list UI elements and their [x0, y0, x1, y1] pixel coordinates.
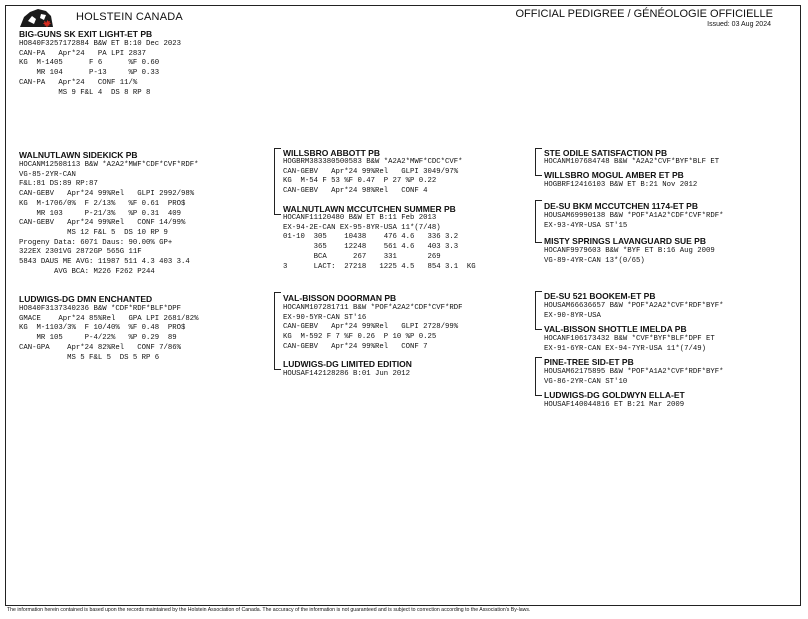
- sire-sire-details: HOGBRM383380500583 B&W *A2A2*MWF*CDC*CVF* CAN-GEBV Apr*24 99%Rel GLPI 3049/97% KG M-54 F 53 %F 0.47 P 27 %P 0.22 CAN-GEBV Apr*24 98%Rel CONF 4: [283, 158, 463, 196]
- sss-details: HOCANM107684748 B&W *A2A2*CVF*BYF*BLF ET: [544, 158, 720, 166]
- sire-dam-details: HOCANF11120480 B&W ET B:11 Feb 2013 EX-94-2E-CAN EX-95-8YR-USA 11*(7/48) 01-10 305 10438 476 4.6 336 3.2 365 12248 561 4.6 403 3.3 BCA 267 331 269 3 LACT: 27218 1225 4.5 854 3.1 KG: [283, 214, 476, 271]
- sdd-details: HOCANF9979603 B&W *BYF ET B:16 Aug 2009 VG-89-4YR-CAN 13*(0/65): [544, 247, 715, 265]
- sss-name: STE ODILE SATISFACTION PB: [544, 148, 668, 158]
- footer-disclaimer: The information herein contained is based upon the records maintained by the Holstein Association of Canada. The accuracy of the information is not guaranteed and is subject to correction according to the Association's By-laws.: [7, 607, 531, 613]
- dss-details: HOUSAM66636657 B&W *POF*A2A2*CVF*RDF*BYF* EX-90-8YR-USA: [544, 302, 724, 320]
- dam-dam-details: HOUSAF142128286 B:01 Jun 2012: [283, 370, 410, 378]
- dam-details: HO840F3137340236 B&W *CDF*RDF*BLF*DPF GMACE Apr*24 85%Rel GPA LPI 2681/82% KG M-1103/3% F 10/40% %F 0.48 PRO$ MR 105 P-4/22% %P 0.29 89 CAN-GPA Apr*24 82%Rel CONF 7/86% MS 5 F&L 5 DS 5 RP 6: [19, 305, 199, 362]
- subject-name: BIG-GUNS SK EXIT LIGHT-ET PB: [19, 29, 153, 39]
- org-name: HOLSTEIN CANADA: [76, 11, 183, 23]
- ssd-details: HOGBRF12416103 B&W ET B:21 Nov 2012: [544, 181, 698, 189]
- sire-dam-name: WALNUTLAWN MCCUTCHEN SUMMER PB: [283, 204, 456, 214]
- holstein-canada-logo: [16, 5, 56, 29]
- ssd-name: WILLSBRO MOGUL AMBER ET PB: [544, 170, 684, 180]
- sire-details: HOCANM12508113 B&W *A2A2*MWF*CDF*CVF*RDF* VG-85-2YR-CAN F&L:81 DS:89 RP:87 CAN-GEBV Apr*24 99%Rel GLPI 2992/98% KG M-1706/0% F 2/13% %F 0.61 PRO$ MR 103 P-21/3% %P 0.31 409 CAN-GEBV Apr*24 99%Rel CONF 14/99% MS 12 F&L 5 DS 10 RP 9 Progeny Data: 6071 Daus: 90.00% GP+ 322EX 2301VG 2872GP 565G 11F 5843 DAUS ME AVG: 11987 511 4.3 403 3.4 AVG BCA: M226 F262 P244: [19, 161, 199, 276]
- sire-sire-name: WILLSBRO ABBOTT PB: [283, 148, 380, 158]
- dam-sire-details: HOCANM107281711 B&W *POF*A2A2*CDF*CVF*RDF EX-90-5YR-CAN ST'16 CAN-GEBV Apr*24 99%Rel GLPI 2728/99% KG M-592 F 7 %F 0.26 P 10 %P 0.25 CAN-GEBV Apr*24 99%Rel CONF 7: [283, 304, 463, 351]
- issued-date: Issued: 03 Aug 2024: [707, 21, 771, 28]
- sds-details: HOUSAM69990138 B&W *POF*A1A2*CDF*CVF*RDF* EX-93-4YR-USA ST'15: [544, 212, 724, 230]
- document-title: OFFICIAL PEDIGREE / GÉNÉOLOGIE OFFICIELLE: [515, 8, 773, 20]
- ss-bracket: [535, 148, 542, 176]
- dsd-name: VAL-BISSON SHOTTLE IMELDA PB: [544, 324, 687, 334]
- dds-details: HOUSAM62175895 B&W *POF*A1A2*CVF*RDF*BYF* VG-86-2YR-CAN ST'10: [544, 368, 724, 386]
- dam-name: LUDWIGS-DG DMN ENCHANTED: [19, 294, 153, 304]
- sds-name: DE-SU BKM MCCUTCHEN 1174-ET PB: [544, 201, 698, 211]
- dam-bracket: [274, 292, 281, 370]
- dd-bracket: [535, 357, 542, 396]
- ddd-name: LUDWIGS-DG GOLDWYN ELLA-ET: [544, 390, 685, 400]
- ddd-details: HOUSAF140044816 ET B:21 Mar 2009: [544, 401, 685, 409]
- ds-bracket: [535, 291, 542, 330]
- dsd-details: HOCANF106173432 B&W *CVF*BYF*BLF*DPF ET EX-91-6YR-CAN EX-94-7YR-USA 11*(7/49): [544, 335, 715, 353]
- dam-dam-name: LUDWIGS-DG LIMITED EDITION: [283, 359, 412, 369]
- sire-name: WALNUTLAWN SIDEKICK PB: [19, 150, 138, 160]
- sd-bracket: [535, 200, 542, 243]
- dss-name: DE-SU 521 BOOKEM-ET PB: [544, 291, 656, 301]
- sdd-name: MISTY SPRINGS LAVANGUARD SUE PB: [544, 236, 706, 246]
- sire-bracket: [274, 148, 281, 215]
- subject-details: HO840F3257172884 B&W ET B:10 Dec 2023 CAN-PA Apr*24 PA LPI 2837 KG M-1405 F 6 %F 0.60 MR 104 P-13 %P 0.33 CAN-PA Apr*24 CONF 11/% MS 9 F&L 4 DS 8 RP 8: [19, 40, 182, 97]
- dds-name: PINE-TREE SID-ET PB: [544, 357, 634, 367]
- dam-sire-name: VAL-BISSON DOORMAN PB: [283, 293, 397, 303]
